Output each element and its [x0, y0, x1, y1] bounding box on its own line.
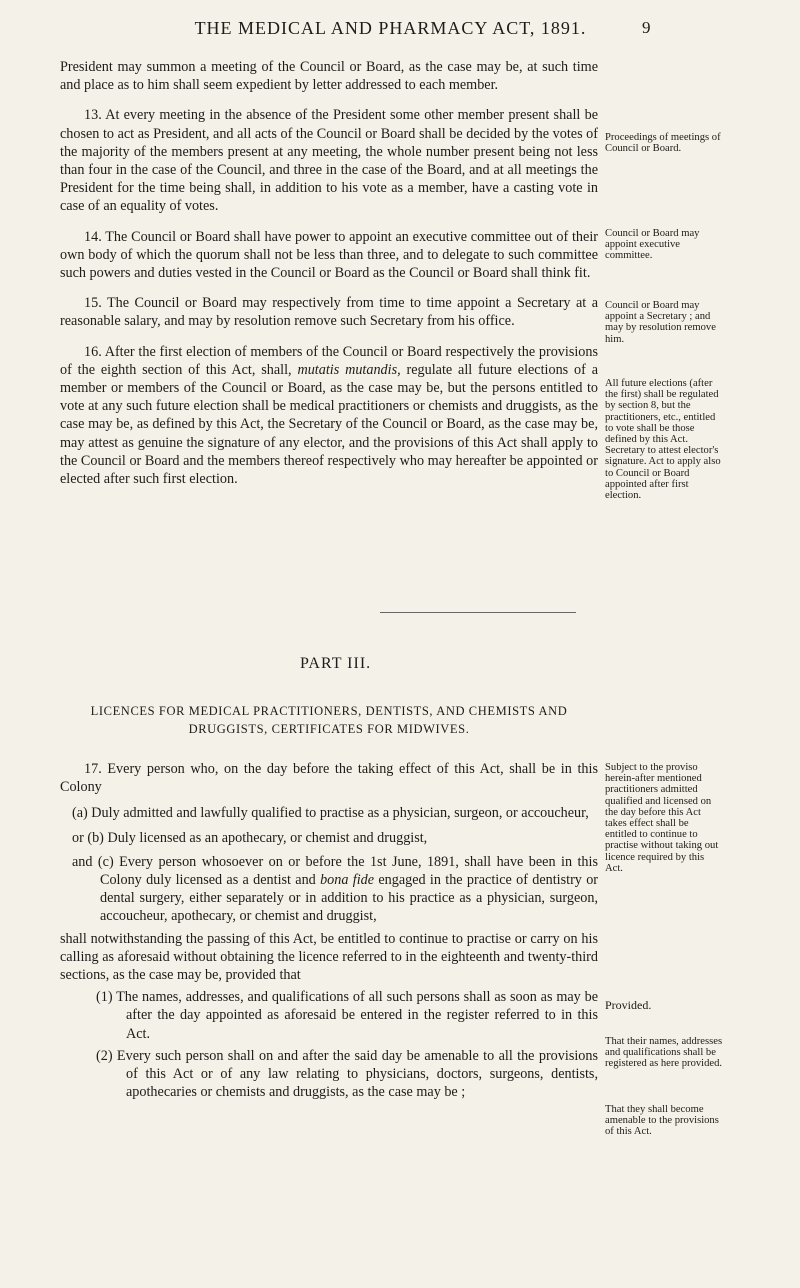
margin-note-proviso-1: That their names, addresses and qualifications shall be registered as here provided. — [605, 1036, 723, 1070]
section-17: 17. Every person who, on the day before the taking effect of this Act, shall be in this Colony — [60, 761, 598, 796]
margin-note-14: Council or Board may appoint executive committee. — [605, 228, 700, 262]
section-15: 15. The Council or Board may respectively from time to time appoint a Secretary at a reasonable salary, and may by resolution remove such Secretary from his office. — [60, 295, 598, 330]
part-subheading — [60, 702, 598, 738]
paragraph-intro: President may summon a meeting of the Council or Board, as the case may be, at such time and place as to him shall seem expedient by letter addressed to each member. — [60, 59, 598, 94]
clause-a: (a) Duly admitted and lawfully qualified to practise as a physician, surgeon, or accoucheur, — [72, 805, 589, 822]
main-text-bottom — [60, 760, 598, 1101]
clause-b: or (b) Duly licensed as an apothecary, or chemist and druggist, — [72, 829, 428, 846]
clause-c-part-a: and (c) Every person whosoever on or before the 1st June, 1891, shall have been in this Colony duly licensed as a dentist and — [72, 853, 598, 889]
running-header: THE MEDICAL AND PHARMACY ACT, 1891. — [194, 18, 587, 38]
clause-c — [60, 853, 598, 926]
section-14: 14. The Council or Board shall have power to appoint an executive committee out of their own body of which the quorum shall not be less than three, and to delegate to such committee such powers and duties vested in the Council or Board as the Council or Board shall think fit. — [60, 228, 598, 282]
clause-c-latin: bona fide — [320, 872, 375, 889]
section-16-part-b: regulate all future elections of a member or members of the Council or Board, as the case may be, but the persons entitled to vote at any such future election shall be medical practitioners or chemists and druggists, as the case may be, as defined by this Act, the Secretary of the Council or Board, as the case may be, may attest as genuine the signature of any elector, and the provisions of this Act shall apply to the Council or Board and the members thereof respectively who may hereafter be appointed or elected after such first election. — [60, 361, 598, 488]
subheading-line-2: DRUGGISTS, CERTIFICATES FOR MIDWIVES. — [188, 722, 470, 736]
main-text-top — [60, 58, 598, 488]
margin-note-15: Council or Board may appoint a Secretary ; and may by resolution remove him. — [605, 300, 716, 345]
section-divider-rule — [380, 612, 576, 613]
page-number: 9 — [642, 18, 651, 37]
section-16 — [60, 343, 598, 489]
section-17-continuation: shall notwithstanding the passing of this Act, be entitled to continue to practise or carry on his calling as aforesaid without obtaining the licence referred to in the eighteenth and twenty-third sections, as the case may be, provided that — [60, 930, 598, 984]
margin-note-provided: Provided. — [605, 998, 652, 1012]
part-heading: PART III. — [300, 655, 372, 672]
clause-c-part-b: engaged in the practice of dentistry or dental surgery, either separately or in addition to his practice as a physician, surgeon, accoucheur, apothecary, or chemist and druggist, — [100, 872, 599, 925]
margin-note-proviso-2: That they shall become amenable to the provisions of this Act. — [605, 1104, 719, 1138]
margin-note-13: Proceedings of meetings of Council or Board. — [605, 132, 721, 155]
proviso-1: (1) The names, addresses, and qualifications of all such persons shall as soon as may be after the day appointed as aforesaid be entered in the register referred to in this Act. — [96, 989, 598, 1042]
subheading-line-1: LICENCES FOR MEDICAL PRACTITIONERS, DENTISTS, AND CHEMISTS AND — [90, 704, 568, 718]
section-16-part-a: 16. After the first election of members of the Council or Board respectively the provisions of the eighth section of this Act, shall, — [60, 343, 598, 378]
margin-note-16: All future elections (after the first) shall be regulated by section 8, but the practitioners, etc., entitled to vote shall be those defined by this Act. Secretary to attest elector's signature. Act to apply also to Council or Board appointed after first election. — [605, 378, 721, 502]
section-13: 13. At every meeting in the absence of the President some other member present shall be chosen to act as President, and all acts of the Council or Board shall be decided by the votes of the majority of the members present at any meeting, the whole number present being not less than four in the case of the Council, and three in the case of the Board, and at all meetings the President for the time being shall, in addition to his vote as a member, have a casting vote in case of an equality of votes. — [60, 107, 598, 215]
section-16-latin: mutatis mutandis, — [297, 361, 401, 378]
proviso-2: (2) Every such person shall on and after the said day be amenable to all the provisions of this Act or of any law relating to physicians, doctors, surgeons, dentists, apothecaries or chemists and druggists, as the case may be ; — [96, 1047, 598, 1101]
margin-note-17: Subject to the proviso herein-after mentioned practitioners admitted qualified and licensed on the day before this Act takes effect shall be entitled to continue to practise without taking out licence required by this Act. — [605, 762, 719, 874]
